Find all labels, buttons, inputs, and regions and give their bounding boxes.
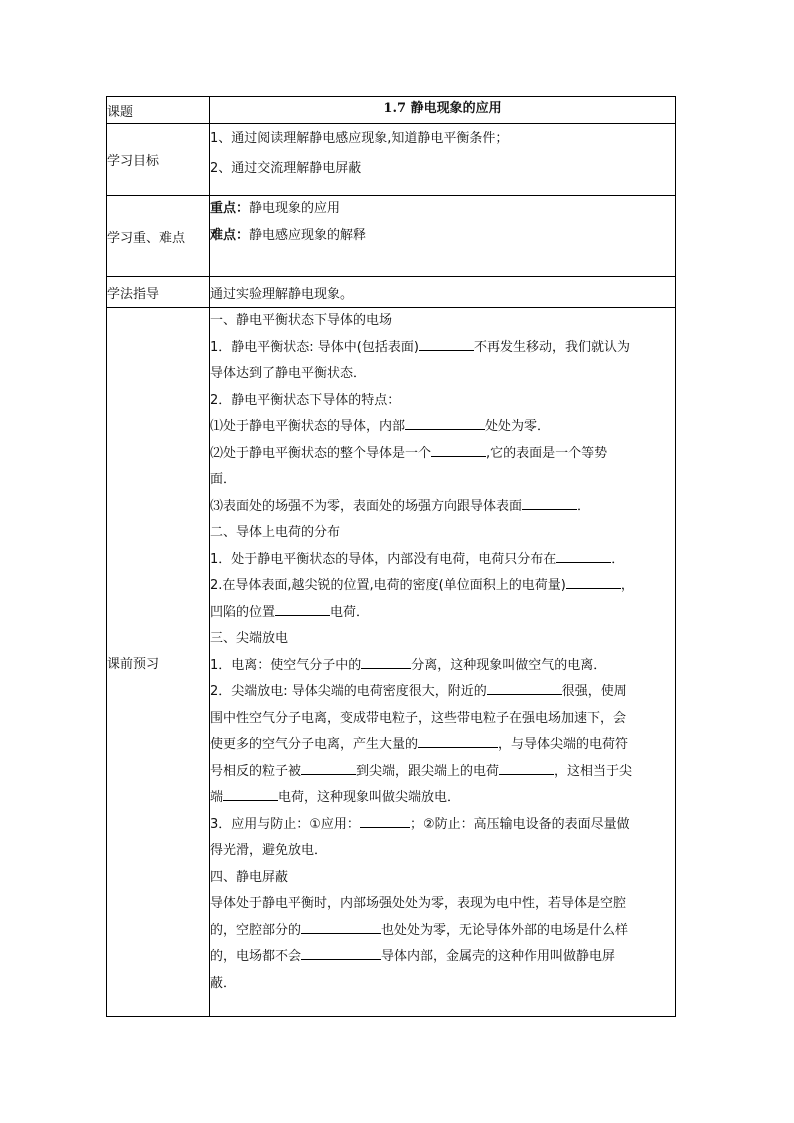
preview-line: 蔽． (210, 975, 237, 991)
key-point-label: 重点： (210, 201, 250, 216)
fill-blank[interactable] (360, 815, 410, 828)
method-text: 通过实验理解静电现象。 (210, 277, 676, 308)
lesson-plan-table (106, 96, 676, 1017)
fill-blank[interactable] (522, 497, 577, 510)
section-heading: 四、静电屏蔽 (210, 869, 289, 885)
section-heading: 三、尖端放电 (210, 631, 289, 646)
preview-line: 1．处于静电平衡状态的导体，内部没有电荷，电荷只分布在 ． (210, 551, 625, 567)
goal-item: 2、通过交流理解静电屏蔽 (210, 161, 362, 176)
section-heading: 二、导体上电荷的分布 (210, 525, 341, 540)
preview-line: 凹陷的位置 电荷． (210, 604, 370, 620)
fill-blank[interactable] (301, 762, 356, 775)
preview-line: 2．静电平衡状态下导体的特点： (210, 392, 401, 408)
fill-blank[interactable] (499, 762, 554, 775)
fill-blank[interactable] (405, 417, 485, 430)
preview-line: ⑴处于静电平衡状态的导体，内部 处处为零． (210, 419, 551, 434)
fill-blank[interactable] (487, 682, 562, 695)
section-heading: 一、静电平衡状态下导体的电场 (210, 313, 393, 328)
keypoints-label: 学习重、难点 (107, 196, 210, 277)
preview-line: 使更多的空气分子电离，产生大量的 ，与导体尖端的电荷符 (210, 737, 629, 752)
preview-line: 的，空腔部分的 也处处为零，无论导体外部的电场是什么样 (210, 922, 629, 938)
fill-blank[interactable] (419, 338, 474, 351)
key-point-text: 静电现象的应用 (249, 201, 341, 216)
preview-line: 1．电离：使空气分子中的 分离，这种现象叫做空气的电离． (210, 657, 607, 673)
fill-blank[interactable] (301, 921, 381, 934)
preview-line: 导体达到了静电平衡状态． (210, 366, 367, 381)
preview-line: ⑵处于静电平衡状态的整个导体是一个 ,它的表面是一个等势 (210, 445, 608, 461)
goals-content (210, 124, 676, 196)
fill-blank[interactable] (301, 947, 381, 960)
preview-content (210, 308, 676, 1017)
difficult-point (210, 223, 675, 250)
fill-blank[interactable] (556, 550, 611, 563)
preview-line: 1．静电平衡状态: 导体中(包括表面) 不再发生移动，我们就认为 (210, 339, 630, 355)
topic-label: 课题 (107, 97, 210, 124)
fill-blank[interactable] (418, 735, 498, 748)
preview-line: 2．尖端放电: 导体尖端的电荷密度很大，附近的 很强，使周 (210, 684, 627, 699)
fill-blank[interactable] (431, 444, 486, 457)
key-point (210, 196, 675, 223)
difficult-point-label: 难点： (210, 227, 250, 243)
row-keypoints (107, 196, 676, 277)
goals-label: 学习目标 (107, 124, 210, 196)
difficult-point-text: 静电感应现象的解释 (249, 227, 367, 243)
fill-blank[interactable] (223, 788, 278, 801)
preview-line: 3．应用与防止：①应用： ；②防止：高压输电设备的表面尽量做 (210, 816, 630, 832)
row-topic (107, 97, 676, 124)
preview-line: 面． (210, 472, 237, 487)
row-goals (107, 124, 676, 196)
preview-label: 课前预习 (107, 308, 210, 1017)
preview-line: 围中性空气分子电离，变成带电粒子，这些带电粒子在强电场加速下，会 (210, 710, 627, 726)
preview-line: 2.在导体表面,越尖锐的位置,电荷的密度(单位面积上的电荷量) ， (210, 578, 634, 593)
fill-blank[interactable] (361, 656, 411, 669)
preview-line: 的，电场都不会 导体内部，金属壳的这种作用叫做静电屏 (210, 949, 616, 964)
goal-item: 1、通过阅读理解静电感应现象,知道静电平衡条件； (210, 131, 509, 146)
keypoints-content (210, 196, 676, 277)
preview-line: 端 电荷，这种现象叫做尖端放电． (210, 790, 461, 805)
fill-blank[interactable] (275, 603, 330, 616)
preview-line: 导体处于静电平衡时，内部场强处处为零，表现为电中性，若导体是空腔 (210, 896, 627, 911)
preview-line: ⑶表面处的场强不为零，表面处的场强方向跟导体表面 ． (210, 498, 591, 514)
preview-line: 得光滑，避免放电． (210, 843, 328, 858)
topic-title: 1.7 静电现象的应用 (210, 97, 676, 124)
row-method (107, 277, 676, 308)
row-preview (107, 308, 676, 1017)
preview-line: 号相反的粒子被 到尖端，跟尖端上的电荷 ，这相当于尖 (210, 763, 633, 779)
fill-blank[interactable] (566, 576, 621, 589)
method-label: 学法指导 (107, 277, 210, 308)
